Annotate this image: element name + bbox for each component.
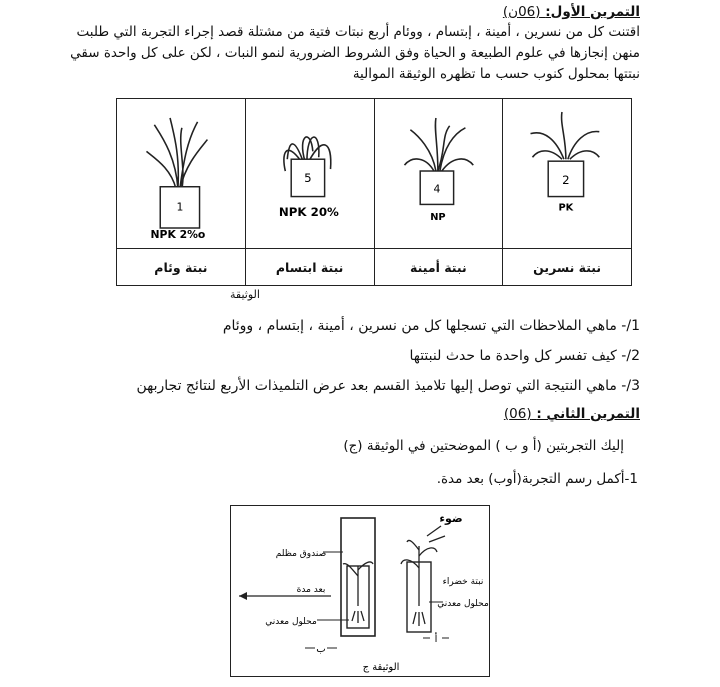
experiment-drawing [231, 506, 489, 676]
experiment-figure [230, 505, 490, 677]
mineral-solution-right-label: محلول معدني [437, 599, 489, 609]
arrow-left-icon [239, 592, 247, 600]
document-caption: الوثيقة [230, 288, 260, 301]
pot-number-wiam: 1 [176, 200, 184, 214]
plant-nesrine-drawing [503, 99, 631, 244]
mineral-solution-left-label: محلول معدني [265, 617, 317, 627]
plant-cell-amina [374, 99, 503, 249]
exercise2-intro: إليك التجربتين (أ و ب ) الموضحتين في الوثيقة (ج) [343, 438, 624, 454]
plant-label-wiam: نبتة وئام [117, 249, 246, 286]
plants-document-table [116, 98, 632, 286]
plant-label-nesrine: نبتة نسرين [503, 249, 632, 286]
question-2: 2/- كيف تفسر كل واحدة ما حدث لنبتتها [409, 348, 640, 364]
question-3: 3/- ماهي النتيجة التي توصل إليها تلاميذ القسم بعد عرض التلميذات الأربع لنتائج تجاربهن [136, 378, 640, 394]
pot-number-nesrine: 2 [562, 172, 570, 187]
plant-cell-ibtissam [245, 99, 374, 249]
solution-label-nesrine: PK [558, 202, 574, 214]
exercise2-task: 1-أكمل رسم التجربة(أوب) بعد مدة. [436, 471, 638, 487]
solution-label-amina: NP [429, 212, 446, 224]
solution-label-ibtissam: NPK 20% [278, 205, 339, 220]
dark-box-label: صندوق مظلم [275, 549, 327, 559]
plant-cell-wiam [117, 99, 246, 249]
exercise1-intro-line3: نبتتها بمحلول كنوب حسب ما تظهره الوثيقة الموالية [352, 66, 640, 82]
figure-caption: الوثيقة ج [362, 662, 400, 673]
exercise1-title: التمرين الأول: (06ن) [502, 4, 640, 20]
label-a: أ [434, 634, 438, 645]
plant-ibtissam-drawing [246, 99, 374, 244]
exercise2-title: التمرين الثاني : (06) [503, 406, 640, 422]
plant-wiam-drawing [117, 99, 245, 244]
pot-number-ibtissam: 5 [303, 170, 312, 185]
exercise1-intro-line2: منهن إنجازها في علوم الطبيعة و الحياة وفق الشروط الضرورية لنمو النبات ، لكن على كل واحدة سقي [70, 45, 640, 61]
light-label: ضوء [439, 512, 463, 525]
after-time-label: بعد مدة [296, 585, 326, 595]
pot-number-amina: 4 [432, 182, 440, 196]
plant-cell-nesrine [503, 99, 632, 249]
plant-label-amina: نبتة أمينة [374, 249, 503, 286]
exercise1-intro-line1: اقتنت كل من نسرين ، أمينة ، إبتسام ، ووئام أربع نبتات فتية من مشتلة قصد إجراء التجربة التي طلبت [76, 24, 640, 40]
solution-label-wiam: NPK 2%o [150, 227, 206, 241]
label-b: ب [316, 644, 326, 655]
plant-amina-drawing [375, 99, 503, 244]
question-1: 1/- ماهي الملاحظات التي تسجلها كل من نسرين ، أمينة ، إبتسام ، ووئام [222, 318, 640, 334]
plant-label-ibtissam: نبتة ابتسام [245, 249, 374, 286]
green-plant-label: نبتة خضراء [442, 577, 484, 587]
